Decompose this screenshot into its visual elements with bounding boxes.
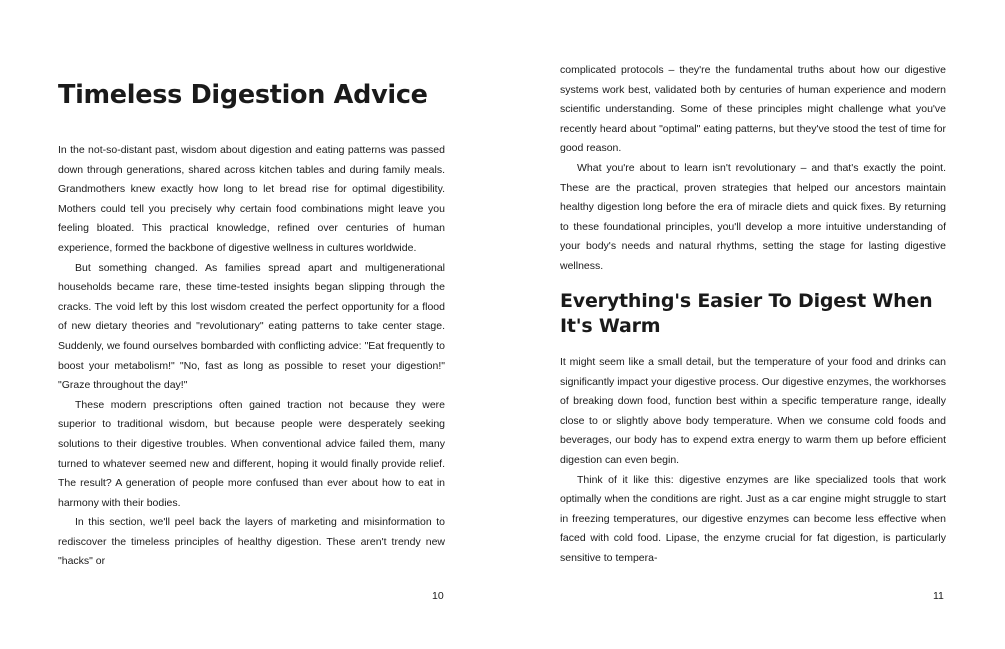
page-number: 11 xyxy=(933,590,944,602)
paragraph: But something changed. As families spread apart and multigenerational households became rare, these time-tested insights began slipping through the cracks. The void left by this lost wisdom created the perfect opportunity for a flood of new dietary theories and "revolutionary" eating patterns to take center stage. Suddenly, we found ourselves bombarded with conflicting advice: "Eat frequently to boost your metabolism!" "No, fast as long as possible to reset your digestion!" "Graze throughout the day!" xyxy=(58,261,445,392)
paragraph: What you're about to learn isn't revolutionary – and that's exactly the point. These are the practical, proven strategies that helped our ancestors maintain healthy digestion long before the era of miracle diets and quick fixes. By returning to these foundational principles, you'll develop a more intuitive understanding of your body's needs and natural rhythms, setting the stage for lasting digestive wellness. xyxy=(560,161,946,272)
paragraph: In the not-so-distant past, wisdom about digestion and eating patterns was passed down through generations, shared across kitchen tables and during family meals. Grandmothers knew exactly how long to let bread rise for optimal digestibility. Mothers could tell you precisely why certain food combinations might leave you feeling bloated. This practical knowledge, refined over centuries of human experience, formed the backbone of digestive wellness in cultures worldwide. xyxy=(58,144,445,254)
paragraph: complicated protocols – they're the fundamental truths about how our digestive systems work best, validated both by centuries of human experience and modern scientific understanding. Some of these principles might challenge what you've recently heard about "optimal" eating patterns, but they've stood the test of time for good reason. xyxy=(560,64,946,155)
paragraph: These modern prescriptions often gained traction not because they were superior to traditional wisdom, but because people were desperately seeking solutions to their digestive troubles. When conventional advice failed them, many turned to whatever seemed new and different, hoping it would finally provide relief. The result? A generation of people more confused than ever about how to eat in harmony with their bodies. xyxy=(58,398,445,509)
chapter-title: Timeless Digestion Advice xyxy=(58,80,428,110)
paragraph: Think of it like this: digestive enzymes are like specialized tools that work optimally when the conditions are right. Just as a car engine might struggle to start in freezing temperatures, our digestive enzymes can become less effective when faced with cold food. Lipase, the enzyme crucial for fat digestion, is particularly sensitive to tempera- xyxy=(560,473,946,564)
paragraph: It might seem like a small detail, but the temperature of your food and drinks can significantly impact your digestive process. Our digestive enzymes, the workhorses of breaking down food, function best within a specific temperature range, ideally close to or slightly above body temperature. When we consume cold foods and beverages, our body has to expend extra energy to warm them up before efficient digestion can even begin. xyxy=(560,356,946,466)
right-body-text-section xyxy=(560,353,946,569)
left-page xyxy=(0,0,502,649)
right-page xyxy=(502,0,1005,649)
section-heading: Everything's Easier To Digest When It's Warm xyxy=(560,290,933,337)
paragraph: In this section, we'll peel back the layers of marketing and misinformation to rediscover the timeless principles of healthy digestion. These aren't trendy new "hacks" or xyxy=(58,516,445,568)
left-body-text xyxy=(58,141,445,572)
right-body-text-top xyxy=(560,61,946,277)
page-number: 10 xyxy=(432,590,444,602)
